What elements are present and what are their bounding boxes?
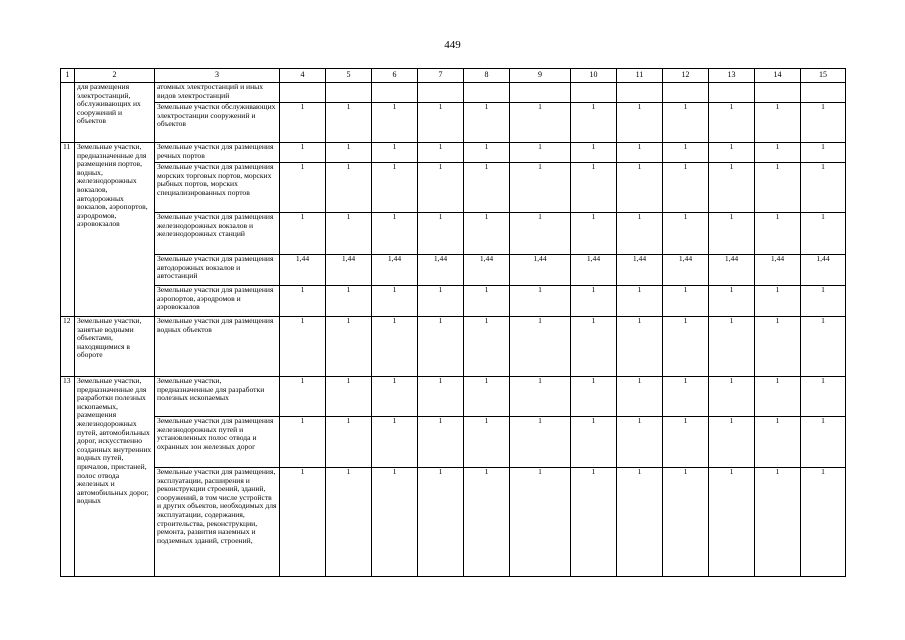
coefficient-cell: 1 bbox=[709, 213, 755, 255]
coefficient-cell: 1 bbox=[709, 317, 755, 377]
coefficient-cell: 1 bbox=[280, 377, 326, 417]
page-number: 449 bbox=[444, 39, 461, 51]
category-cell: Земельные участки, предназначенные для размещения портов, водных, железнодорожных вокзалов, автодорожных вокзалов, аэропортов, аэродромов, аэровокзалов bbox=[75, 143, 155, 317]
coefficient-cell bbox=[280, 83, 326, 103]
coefficient-cell: 1 bbox=[755, 377, 801, 417]
coefficient-cell: 1 bbox=[755, 103, 801, 143]
coefficient-cell: 1 bbox=[510, 468, 571, 577]
coefficient-cell: 1 bbox=[464, 103, 510, 143]
coefficient-cell: 1 bbox=[510, 213, 571, 255]
coefficient-cell: 1 bbox=[326, 163, 372, 213]
coefficient-cell: 1 bbox=[418, 143, 464, 163]
coefficient-cell: 1 bbox=[801, 317, 846, 377]
coefficient-cell: 1 bbox=[801, 417, 846, 468]
row-number-cell: 12 bbox=[61, 317, 75, 377]
coefficient-cell: 1 bbox=[709, 377, 755, 417]
coefficient-cell: 1 bbox=[464, 163, 510, 213]
coefficient-cell: 1 bbox=[663, 143, 709, 163]
coefficient-cell: 1 bbox=[326, 377, 372, 417]
coefficient-cell: 1,44 bbox=[464, 255, 510, 286]
coefficient-cell: 1,44 bbox=[801, 255, 846, 286]
column-header: 15 bbox=[801, 69, 846, 83]
category-cell: для размещения электростанций, обслуживающих их сооружений и объектов bbox=[75, 83, 155, 143]
coefficient-cell: 1 bbox=[372, 143, 418, 163]
coefficient-cell: 1,44 bbox=[709, 255, 755, 286]
coefficient-cell bbox=[418, 83, 464, 103]
column-header: 11 bbox=[617, 69, 663, 83]
coefficient-cell: 1 bbox=[464, 377, 510, 417]
coefficient-cell: 1 bbox=[418, 377, 464, 417]
coefficient-cell: 1 bbox=[571, 213, 617, 255]
land-use-cell: атомных электростанций и иных видов электростанций bbox=[155, 83, 280, 103]
coefficient-cell: 1 bbox=[280, 317, 326, 377]
coefficient-cell: 1 bbox=[464, 286, 510, 317]
coefficient-cell: 1 bbox=[464, 317, 510, 377]
coefficient-cell: 1 bbox=[617, 468, 663, 577]
column-header: 10 bbox=[571, 69, 617, 83]
coefficient-cell bbox=[755, 83, 801, 103]
coefficient-cell: 1 bbox=[571, 143, 617, 163]
column-header: 4 bbox=[280, 69, 326, 83]
coefficient-cell: 1 bbox=[372, 286, 418, 317]
coefficient-cell: 1 bbox=[617, 163, 663, 213]
coefficient-cell: 1 bbox=[372, 377, 418, 417]
column-header: 8 bbox=[464, 69, 510, 83]
land-use-cell: Земельные участки для размещения железнодорожных путей и установленных полос отвода и охранных зон железных дорог bbox=[155, 417, 280, 468]
coefficient-cell: 1 bbox=[418, 213, 464, 255]
table-row bbox=[61, 286, 846, 317]
coefficient-cell: 1 bbox=[801, 143, 846, 163]
category-cell: Земельные участки, занятые водными объектами, находящимися в обороте bbox=[75, 317, 155, 377]
row-number-cell: 13 bbox=[61, 377, 75, 577]
coefficient-cell: 1 bbox=[571, 317, 617, 377]
coefficient-cell: 1 bbox=[571, 468, 617, 577]
coefficient-cell: 1 bbox=[709, 417, 755, 468]
column-header: 2 bbox=[75, 69, 155, 83]
coefficient-cell: 1 bbox=[372, 417, 418, 468]
coefficient-cell: 1 bbox=[663, 377, 709, 417]
coefficient-cell: 1 bbox=[709, 143, 755, 163]
coefficient-cell: 1 bbox=[709, 468, 755, 577]
coefficient-cell: 1,44 bbox=[663, 255, 709, 286]
coefficient-cell bbox=[372, 83, 418, 103]
coefficient-cell: 1 bbox=[617, 103, 663, 143]
coefficient-cell: 1 bbox=[755, 286, 801, 317]
coefficient-cell: 1 bbox=[418, 468, 464, 577]
column-header: 9 bbox=[510, 69, 571, 83]
coefficient-cell: 1 bbox=[755, 143, 801, 163]
table-row bbox=[61, 83, 846, 103]
coefficient-cell: 1 bbox=[510, 163, 571, 213]
coefficient-cell: 1 bbox=[801, 103, 846, 143]
coefficient-cell: 1 bbox=[663, 103, 709, 143]
coefficient-cell: 1 bbox=[510, 417, 571, 468]
coefficient-cell bbox=[510, 83, 571, 103]
coefficient-cell: 1 bbox=[571, 103, 617, 143]
coefficient-cell bbox=[617, 83, 663, 103]
land-use-cell: Земельные участки для размещения водных объектов bbox=[155, 317, 280, 377]
column-header: 3 bbox=[155, 69, 280, 83]
coefficient-cell: 1,44 bbox=[280, 255, 326, 286]
coefficient-cell: 1 bbox=[280, 417, 326, 468]
coefficient-cell: 1 bbox=[663, 286, 709, 317]
coefficient-cell bbox=[326, 83, 372, 103]
coefficient-cell: 1 bbox=[571, 417, 617, 468]
coefficient-cell: 1 bbox=[709, 286, 755, 317]
coefficient-cell: 1 bbox=[326, 286, 372, 317]
coefficient-cell: 1 bbox=[571, 163, 617, 213]
coefficient-cell bbox=[571, 83, 617, 103]
coefficient-cell: 1 bbox=[326, 103, 372, 143]
coefficient-cell bbox=[801, 83, 846, 103]
coefficient-cell: 1 bbox=[571, 377, 617, 417]
column-header: 1 bbox=[61, 69, 75, 83]
coefficient-cell: 1,44 bbox=[326, 255, 372, 286]
coefficient-cell: 1 bbox=[663, 317, 709, 377]
coefficient-cell: 1 bbox=[372, 163, 418, 213]
coefficient-cell: 1,44 bbox=[510, 255, 571, 286]
coefficient-cell: 1 bbox=[617, 143, 663, 163]
coefficient-cell: 1 bbox=[755, 317, 801, 377]
coefficient-cell: 1 bbox=[326, 143, 372, 163]
coefficient-cell: 1 bbox=[280, 468, 326, 577]
coefficient-cell: 1 bbox=[709, 103, 755, 143]
coefficient-cell: 1 bbox=[663, 213, 709, 255]
column-header: 5 bbox=[326, 69, 372, 83]
coefficient-cell bbox=[663, 83, 709, 103]
coefficient-cell: 1 bbox=[663, 163, 709, 213]
table-row bbox=[61, 417, 846, 468]
coefficient-cell: 1 bbox=[709, 163, 755, 213]
coefficient-cell: 1 bbox=[418, 163, 464, 213]
coefficient-cell: 1 bbox=[617, 417, 663, 468]
column-header: 6 bbox=[372, 69, 418, 83]
coefficient-cell: 1,44 bbox=[755, 255, 801, 286]
table-body bbox=[61, 69, 846, 577]
table-row bbox=[61, 143, 846, 163]
coefficient-cell: 1 bbox=[510, 377, 571, 417]
coefficient-cell bbox=[709, 83, 755, 103]
coefficient-cell: 1 bbox=[571, 286, 617, 317]
table-row bbox=[61, 103, 846, 143]
land-use-cell: Земельные участки для размещения аэропортов, аэродромов и аэровокзалов bbox=[155, 286, 280, 317]
coefficient-cell: 1 bbox=[755, 163, 801, 213]
table-row bbox=[61, 255, 846, 286]
coefficient-cell: 1 bbox=[372, 103, 418, 143]
row-number-cell bbox=[61, 83, 75, 143]
coefficient-cell: 1 bbox=[617, 213, 663, 255]
coefficient-cell: 1 bbox=[510, 317, 571, 377]
coefficient-cell: 1 bbox=[755, 417, 801, 468]
land-use-cell: Земельные участки, предназначенные для разработки полезных ископаемых bbox=[155, 377, 280, 417]
coefficients-table bbox=[60, 68, 846, 577]
table-row bbox=[61, 317, 846, 377]
coefficient-cell: 1 bbox=[617, 286, 663, 317]
land-use-cell: Земельные участки для размещения морских торговых портов, морских рыбных портов, морских специализированных портов bbox=[155, 163, 280, 213]
coefficient-cell: 1 bbox=[326, 417, 372, 468]
coefficient-cell: 1 bbox=[801, 377, 846, 417]
coefficient-cell: 1 bbox=[372, 468, 418, 577]
land-use-cell: Земельные участки для размещения, эксплуатации, расширения и реконструкции строений, зданий, сооружений, в том числе устройств и других объектов, необходимых для эксплуатации, содержания, строительства, реконструкции, ремонта, развития наземных и подземных зданий, строений, bbox=[155, 468, 280, 577]
coefficient-cell: 1 bbox=[280, 163, 326, 213]
coefficient-cell: 1 bbox=[617, 317, 663, 377]
row-number-cell: 11 bbox=[61, 143, 75, 317]
coefficient-cell: 1 bbox=[464, 417, 510, 468]
coefficient-cell: 1,44 bbox=[418, 255, 464, 286]
coefficient-cell: 1 bbox=[801, 163, 846, 213]
coefficient-cell: 1,44 bbox=[617, 255, 663, 286]
coefficient-cell: 1 bbox=[755, 213, 801, 255]
coefficient-cell: 1,44 bbox=[372, 255, 418, 286]
coefficient-cell: 1 bbox=[464, 143, 510, 163]
table-row bbox=[61, 468, 846, 577]
coefficient-cell: 1 bbox=[510, 103, 571, 143]
coefficient-cell: 1 bbox=[510, 143, 571, 163]
coefficient-cell: 1,44 bbox=[571, 255, 617, 286]
coefficient-cell: 1 bbox=[755, 468, 801, 577]
coefficient-cell: 1 bbox=[418, 317, 464, 377]
table-header-row bbox=[61, 69, 846, 83]
coefficient-cell: 1 bbox=[326, 317, 372, 377]
column-header: 14 bbox=[755, 69, 801, 83]
table-row bbox=[61, 377, 846, 417]
table-row bbox=[61, 213, 846, 255]
column-header: 13 bbox=[709, 69, 755, 83]
coefficient-cell: 1 bbox=[801, 213, 846, 255]
coefficient-cell: 1 bbox=[464, 468, 510, 577]
coefficient-cell: 1 bbox=[372, 213, 418, 255]
coefficient-cell: 1 bbox=[464, 213, 510, 255]
coefficient-cell: 1 bbox=[663, 417, 709, 468]
coefficient-cell bbox=[464, 83, 510, 103]
table-row bbox=[61, 163, 846, 213]
coefficient-cell: 1 bbox=[372, 317, 418, 377]
coefficient-cell: 1 bbox=[418, 103, 464, 143]
coefficient-cell: 1 bbox=[280, 103, 326, 143]
land-use-cell: Земельные участки для размещения речных портов bbox=[155, 143, 280, 163]
coefficient-cell: 1 bbox=[510, 286, 571, 317]
coefficient-cell: 1 bbox=[801, 468, 846, 577]
coefficient-cell: 1 bbox=[617, 377, 663, 417]
coefficient-cell: 1 bbox=[326, 213, 372, 255]
coefficient-cell: 1 bbox=[418, 286, 464, 317]
coefficient-cell: 1 bbox=[663, 468, 709, 577]
column-header: 12 bbox=[663, 69, 709, 83]
column-header: 7 bbox=[418, 69, 464, 83]
coefficient-cell: 1 bbox=[326, 468, 372, 577]
coefficient-cell: 1 bbox=[280, 143, 326, 163]
category-cell: Земельные участки, предназначенные для разработки полезных ископаемых, размещения железнодорожных путей, автомобильных дорог, искусственно созданных внутренних водных путей, причалов, пристаней, полос отвода железных и автомобильных дорог, водных bbox=[75, 377, 155, 577]
coefficient-cell: 1 bbox=[280, 213, 326, 255]
land-use-cell: Земельные участки для размещения железнодорожных вокзалов и железнодорожных станций bbox=[155, 213, 280, 255]
coefficient-cell: 1 bbox=[280, 286, 326, 317]
land-use-cell: Земельные участки для размещения автодорожных вокзалов и автостанций bbox=[155, 255, 280, 286]
coefficient-cell: 1 bbox=[801, 286, 846, 317]
land-use-cell: Земельные участки обслуживающих электростанции сооружений и объектов bbox=[155, 103, 280, 143]
coefficient-cell: 1 bbox=[418, 417, 464, 468]
